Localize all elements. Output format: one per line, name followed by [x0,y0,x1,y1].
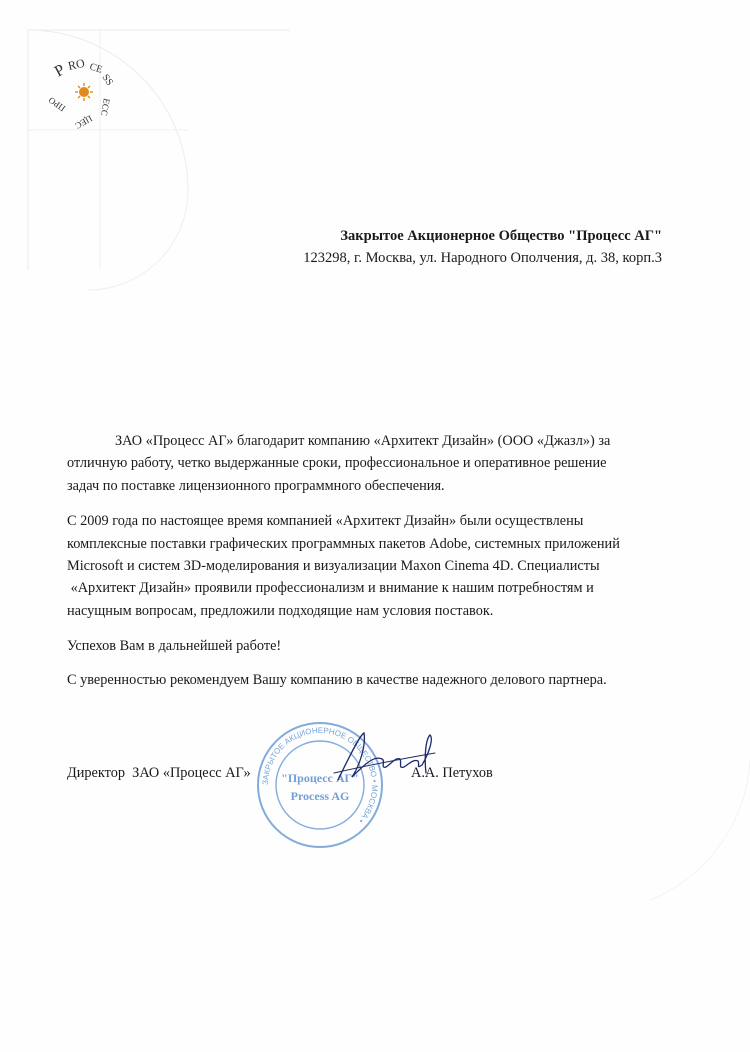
text-line: отличную работу, четко выдержанные сроки, профессиональное и оперативное решение [67,455,607,472]
svg-text:ЕСС: ЕСС [98,97,112,117]
svg-text:SS: SS [99,72,115,88]
text-line: С уверенностью рекомендуем Вашу компанию в качестве надежного делового партнера. [67,671,607,688]
letter-body [67,430,667,704]
stamp-center-line-2: Process AG [290,789,350,803]
company-logo [44,52,124,142]
paragraph-wishes [67,635,667,657]
svg-text:RO: RO [66,55,86,73]
text-line: Microsoft и систем 3D-моделирования и визуализации Maxon Cinema 4D. Специалисты [67,558,600,575]
stamp-center-line-1: "Процесс АГ" [281,771,359,785]
company-name: Закрытое Акционерное Общество "Процесс АГ" [340,228,662,244]
text-line: насущным вопросам, предложили подходящие нам условия поставок. [67,602,494,619]
paragraph-recommendation [67,669,667,691]
svg-text:ПРО: ПРО [46,94,68,114]
text-line: комплексные поставки графических программных пакетов Adobe, системных приложений [67,535,620,552]
paragraph-gratitude [67,430,667,497]
signatory-position: Директор ЗАО «Процесс АГ» [67,765,251,781]
text-line: задач по поставке лицензионного программного обеспечения. [67,477,445,494]
text-line: ЗАО «Процесс АГ» благодарит компанию «Архитект Дизайн» (ООО «Джазл») за [115,433,611,449]
text-line: «Архитект Дизайн» проявили профессионализм и внимание к нашим потребностям и [67,580,594,597]
text-line: Успехов Вам в дальнейшей работе! [67,638,282,655]
stamp-ring-text: ЗАКРЫТОЕ АКЦИОНЕРНОЕ ОБЩЕСТВО • МОСКВА • [260,725,380,825]
svg-text:P: P [51,61,68,81]
text-line: С 2009 года по настоящее время компанией «Архитект Дизайн» были осуществлены [67,513,584,530]
signatory-name: А.А. Петухов [411,765,493,781]
company-header [303,225,662,269]
svg-text:ЦЕС: ЦЕС [73,113,94,131]
paragraph-history [67,510,667,622]
company-address: 123298, г. Москва, ул. Народного Ополчения, д. 38, корп.3 [303,250,662,266]
svg-text:CE: CE [88,61,104,76]
